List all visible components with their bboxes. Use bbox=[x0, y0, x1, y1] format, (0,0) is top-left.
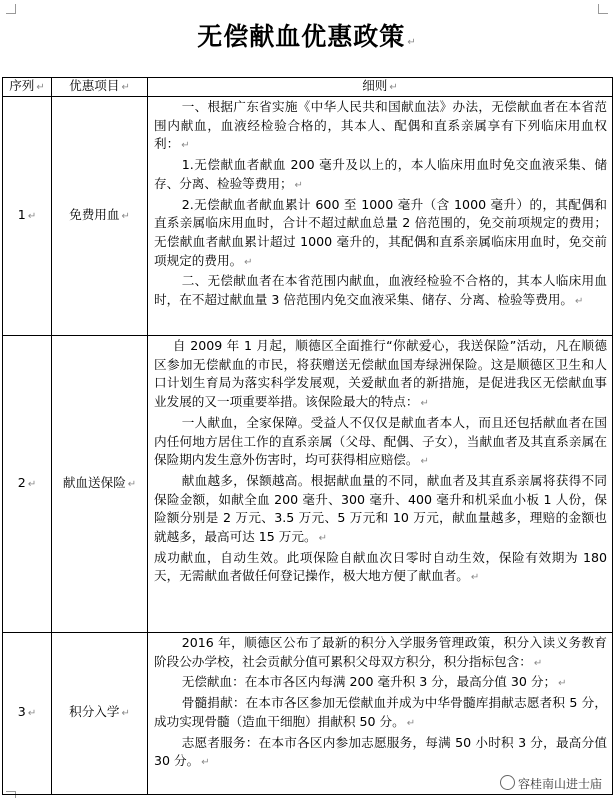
paragraph-mark-icon: ↵ bbox=[27, 478, 37, 490]
detail-paragraph: 骨髓捐献：在本市各区参加无偿献血并成为中华骨髓库捐献志愿者积 5 分，成功实现骨髓（造血干细胞）捐献积 50 分。 ↵ bbox=[154, 695, 607, 729]
paragraph-mark-icon: ↵ bbox=[121, 82, 130, 93]
watermark-text: 容桂南山进士庙 bbox=[517, 777, 602, 791]
detail-paragraph: 2016 年，顺德区公布了最新的积分入学服务管理政策，积分入读义务教育阶段公办学校，社会贡献分值可累积父母双方积分，积分指标包含： ↵ bbox=[154, 635, 607, 669]
detail-paragraph: 献血越多，保额越高。根据献血量的不同，献血者及其直系亲属将获得不同保险金额，如献全血 200 毫升、300 毫升、400 毫升和机采血小板 1 人份，保险额分别是 2 万元、3.5 万元、5 万元和 10 万元，献血量越多，理赔的金额也就越多，最高可达 15 万元。 ↵ bbox=[154, 472, 607, 545]
paragraph-mark-icon: ↵ bbox=[127, 478, 137, 490]
paragraph-mark-icon: ↵ bbox=[389, 82, 398, 93]
paragraph-mark-icon: ↵ bbox=[121, 708, 130, 720]
detail-paragraph: 成功献血，自动生效。此项保险自献血次日零时自动生效，保险有效期为 180 天，无需献血者做任何登记操作，极大地方便了献血者。 ↵ bbox=[154, 549, 607, 584]
table-header-row bbox=[3, 78, 613, 97]
row-detail bbox=[148, 97, 613, 336]
row-item: 免费用血 ↵ bbox=[52, 97, 148, 336]
paragraph-mark-icon: ↵ bbox=[27, 708, 37, 720]
paragraph-mark-icon: ↵ bbox=[27, 210, 37, 222]
paragraph-mark-icon: ↵ bbox=[407, 37, 417, 48]
table-row bbox=[3, 97, 613, 336]
row-detail bbox=[148, 336, 613, 633]
row-detail bbox=[148, 633, 613, 795]
detail-paragraph: 2.无偿献血者献血累计 600 至 1000 毫升（含 1000 毫升）的，其配偶和直系亲属临床用血时，合计不超过献血总量 2 倍范围的，免交前项规定的费用；无偿献血者献血累计超过 1000 毫升的，其配偶和直系亲属临床用血时，免交前项规定的费用。 ↵ bbox=[154, 196, 607, 268]
paragraph-mark-icon: ↵ bbox=[121, 210, 130, 222]
detail-paragraph: 二、无偿献血者在本省范围内献血，血液经检验不合格的，其本人临床用血时，在不超过献血量 3 倍范围内免交血液采集、储存、分离、检验等费用。 ↵ bbox=[154, 273, 607, 308]
page-corner-mark-top-left bbox=[6, 4, 16, 14]
row-item: 积分入学 ↵ bbox=[52, 633, 148, 795]
policy-table bbox=[2, 77, 613, 795]
header-detail: 细则 ↵ bbox=[148, 78, 613, 97]
detail-paragraph: 志愿者服务：在本市各区内参加志愿服务，每满 50 小时积 3 分，最高分值 30 分。 ↵ bbox=[154, 734, 607, 769]
page-corner-mark-top-right bbox=[598, 4, 608, 14]
title-text: 无偿献血优惠政策 bbox=[197, 22, 406, 51]
table-row bbox=[3, 336, 613, 633]
detail-paragraph: 1.无偿献血者献血 200 毫升及以上的，本人临床用血时免交血液采集、储存、分离、检验等费用； ↵ bbox=[154, 157, 607, 191]
row-seq: 3 ↵ bbox=[3, 633, 52, 795]
watermark bbox=[498, 775, 604, 792]
detail-paragraph: 无偿献血：在本市各区内每满 200 毫升积 3 分，最高分值 30 分； ↵ bbox=[181, 674, 567, 690]
page-title bbox=[0, 17, 614, 53]
wechat-logo-icon bbox=[500, 775, 515, 790]
detail-paragraph: 一人献血，全家保障。受益人不仅仅是献血者本人，而且还包括献血者在国内任何地方居住工作的直系亲属（父母、配偶、子女），当献血者及其直系亲属在保险期内发生意外伤害时，均可获得相应赔偿。 ↵ bbox=[154, 414, 607, 468]
row-seq: 1 ↵ bbox=[3, 97, 52, 336]
detail-paragraph: 一、根据广东省实施《中华人民共和国献血法》办法，无偿献血者在本省范围内献血，血液经检验合格的，其本人、配偶和直系亲属享有下列临床用血权利： ↵ bbox=[154, 99, 607, 152]
row-seq: 2 ↵ bbox=[3, 336, 52, 633]
row-item: 献血送保险 ↵ bbox=[52, 336, 148, 633]
detail-paragraph: 自 2009 年 1 月起，顺德区全面推行“你献爱心，我送保险”活动，凡在顺德区参加无偿献血的市民，将获赠送无偿献血国寿绿洲保险。这是顺德区卫生和人口计划生育局为落实科学发展观，关爱献血者的新措施，是促进我区无偿献血事业发展的又一项重要举措。该保险最大的特点： ↵ bbox=[154, 338, 607, 410]
table-row bbox=[3, 633, 613, 795]
header-seq: 序列 ↵ bbox=[3, 78, 52, 97]
paragraph-mark-icon: ↵ bbox=[36, 82, 45, 93]
header-item: 优惠项目 ↵ bbox=[52, 78, 148, 97]
